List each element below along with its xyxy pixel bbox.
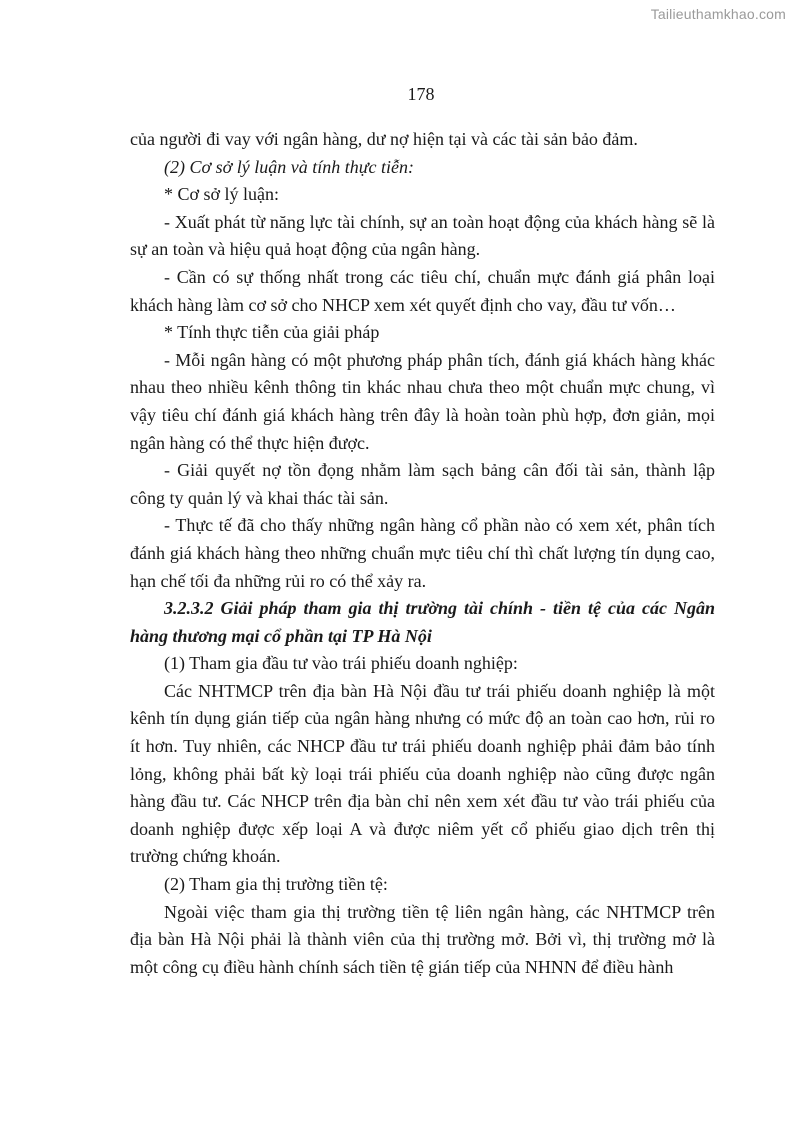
paragraph: của người đi vay với ngân hàng, dư nợ hiện tại và các tài sản bảo đảm. <box>130 129 638 149</box>
document-body <box>130 126 715 981</box>
paragraph: (1) Tham gia đầu tư vào trái phiếu doanh nghiệp: <box>164 653 518 674</box>
paragraph: - Mỗi ngân hàng có một phương pháp phân tích, đánh giá khách hàng khác nhau theo nhiều kênh thông tin khác nhau chưa theo một chuẩn mực chung, vì vậy tiêu chí đánh giá khách hàng trên đây là hoàn toàn phù hợp, đơn giản, mọi ngân hàng có thể thực hiện được. <box>130 349 715 453</box>
watermark: Tailieuthamkhao.com <box>650 6 786 22</box>
section-heading: 3.2.3.2 Giải pháp tham gia thị trường tài chính - tiền tệ của các Ngân hàng thương mại cổ phần tại TP Hà Nội <box>130 598 715 646</box>
paragraph: - Giải quyết nợ tồn đọng nhằm làm sạch bảng cân đối tài sản, thành lập công ty quản lý và khai thác tài sản. <box>130 460 715 508</box>
paragraph: (2) Cơ sở lý luận và tính thực tiễn: <box>164 156 414 177</box>
paragraph: (2) Tham gia thị trường tiền tệ: <box>164 874 388 895</box>
paragraph: * Tính thực tiễn của giải pháp <box>164 322 380 343</box>
paragraph: * Cơ sở lý luận: <box>164 184 280 205</box>
paragraph: - Thực tế đã cho thấy những ngân hàng cổ phần nào có xem xét, phân tích đánh giá khách hàng theo những chuẩn mực tiêu chí thì chất lượng tín dụng cao, hạn chế tối đa những rủi ro có thể xảy ra. <box>130 515 715 591</box>
page-number: 178 <box>407 84 435 104</box>
paragraph: Ngoài việc tham gia thị trường tiền tệ liên ngân hàng, các NHTMCP trên địa bàn Hà Nội phải là thành viên của thị trường mở. Bởi vì, thị trường mở là một công cụ điều hành chính sách tiền tệ gián tiếp của NHNN để điều hành <box>130 901 715 977</box>
paragraph: Các NHTMCP trên địa bàn Hà Nội đầu tư trái phiếu doanh nghiệp là một kênh tín dụng gián tiếp của ngân hàng nhưng có mức độ an toàn cao hơn, rủi ro ít hơn. Tuy nhiên, các NHCP đầu tư trái phiếu doanh nghiệp phải đảm bảo tính lỏng, không phải bất kỳ loại trái phiếu của doanh nghiệp nào cũng được ngân hàng đầu tư. Các NHCP trên địa bàn chỉ nên xem xét đầu tư vào trái phiếu của doanh nghiệp được xếp loại A và được niêm yết cổ phiếu giao dịch trên thị trường chứng khoán. <box>130 680 715 867</box>
paragraph: - Xuất phát từ năng lực tài chính, sự an toàn hoạt động của khách hàng sẽ là sự an toàn và hiệu quả hoạt động của ngân hàng. <box>130 211 715 260</box>
paragraph: - Cần có sự thống nhất trong các tiêu chí, chuẩn mực đánh giá phân loại khách hàng làm cơ sở cho NHCP xem xét quyết định cho vay, đầu tư vốn… <box>130 266 715 315</box>
